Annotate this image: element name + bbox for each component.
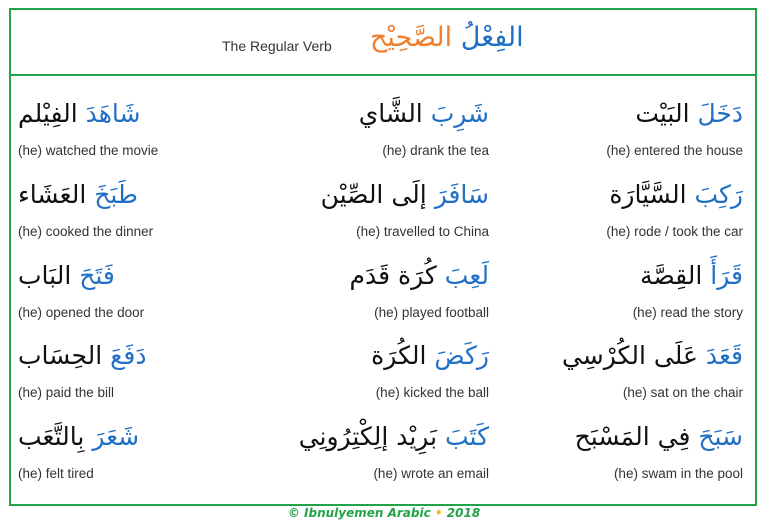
arabic-verb: شَعَرَ bbox=[92, 422, 140, 451]
verb-card bbox=[507, 411, 747, 491]
arabic-verb: شَرِبَ bbox=[430, 99, 489, 128]
verb-card bbox=[253, 330, 493, 410]
arabic-verb: كَتَبَ bbox=[445, 422, 489, 451]
arabic-object: البَاب bbox=[18, 261, 72, 290]
english-translation: (he) wrote an email bbox=[373, 466, 489, 481]
verb-card bbox=[0, 250, 240, 330]
arabic-phrase bbox=[359, 98, 489, 130]
arabic-phrase bbox=[350, 260, 489, 292]
english-translation: (he) drank the tea bbox=[382, 143, 489, 158]
title-english: The Regular Verb bbox=[222, 38, 332, 54]
english-translation: (he) sat on the chair bbox=[622, 385, 743, 400]
arabic-object: إلَى الصِّيْن bbox=[320, 180, 427, 209]
arabic-verb: لَعِبَ bbox=[444, 261, 489, 290]
arabic-verb: سَافَرَ bbox=[434, 180, 489, 209]
english-translation: (he) cooked the dinner bbox=[18, 224, 154, 239]
verb-card bbox=[507, 88, 747, 168]
brand-name: Ibnulyemen Arabic bbox=[304, 506, 431, 520]
arabic-verb: دَفَعَ bbox=[110, 341, 147, 370]
separator-dot: • bbox=[434, 506, 443, 520]
arabic-object: الشَّاي bbox=[358, 99, 423, 128]
arabic-object: الفِيْلم bbox=[18, 99, 78, 128]
verb-card bbox=[253, 411, 493, 491]
arabic-phrase bbox=[18, 179, 138, 211]
verb-card bbox=[507, 330, 747, 410]
title-arabic bbox=[370, 22, 524, 53]
arabic-phrase bbox=[575, 421, 743, 453]
arabic-verb: فَتَحَ bbox=[79, 261, 115, 290]
verb-card bbox=[0, 169, 240, 249]
verb-card bbox=[253, 250, 493, 330]
arabic-phrase bbox=[18, 98, 141, 130]
arabic-object: الكُرَة bbox=[371, 341, 427, 370]
english-translation: (he) opened the door bbox=[18, 305, 145, 320]
english-translation: (he) rode / took the car bbox=[606, 224, 743, 239]
arabic-verb: قَرَأَ bbox=[710, 261, 743, 290]
arabic-object: كُرَة قَدَم bbox=[349, 261, 437, 290]
arabic-verb: رَكَضَ bbox=[434, 341, 489, 370]
arabic-phrase bbox=[18, 260, 115, 292]
english-translation: (he) entered the house bbox=[606, 143, 743, 158]
arabic-phrase bbox=[635, 98, 743, 130]
verb-card bbox=[507, 250, 747, 330]
arabic-object: عَلَى الكُرْسِي bbox=[561, 341, 698, 370]
arabic-object: بَرِيْد إلِكْتِرُونِي bbox=[298, 422, 438, 451]
verb-card bbox=[253, 169, 493, 249]
arabic-verb: دَخَلَ bbox=[697, 99, 743, 128]
arabic-verb: سَبَحَ bbox=[698, 422, 743, 451]
english-translation: (he) played football bbox=[374, 305, 489, 320]
arabic-object: السَّيَّارَة bbox=[609, 180, 687, 209]
arabic-phrase bbox=[609, 179, 743, 211]
arabic-phrase bbox=[562, 340, 743, 372]
arabic-phrase bbox=[371, 340, 489, 372]
arabic-verb: قَعَدَ bbox=[705, 341, 743, 370]
verb-card bbox=[253, 88, 493, 168]
arabic-phrase bbox=[18, 340, 147, 372]
arabic-object: القِصَّة bbox=[640, 261, 703, 290]
arabic-object: بِالتَّعَب bbox=[18, 422, 85, 451]
english-translation: (he) swam in the pool bbox=[613, 466, 743, 481]
arabic-phrase bbox=[299, 421, 489, 453]
english-translation: (he) kicked the ball bbox=[375, 385, 489, 400]
title-arabic-word-2: الصَّحِيْح bbox=[370, 22, 453, 53]
arabic-verb: شَاهَدَ bbox=[85, 99, 141, 128]
arabic-phrase bbox=[640, 260, 743, 292]
title-arabic-word-1: الفِعْلُ bbox=[460, 22, 524, 53]
arabic-verb: رَكِبَ bbox=[694, 180, 743, 209]
english-translation: (he) felt tired bbox=[18, 466, 94, 481]
arabic-verb: طَبَخَ bbox=[94, 180, 138, 209]
english-translation: (he) watched the movie bbox=[18, 143, 159, 158]
arabic-object: فِي المَسْبَح bbox=[574, 422, 691, 451]
english-translation: (he) read the story bbox=[632, 305, 743, 320]
english-translation: (he) paid the bill bbox=[18, 385, 115, 400]
copyright-year: 2018 bbox=[446, 506, 481, 520]
verb-card bbox=[0, 88, 240, 168]
arabic-object: البَيْت bbox=[635, 99, 690, 128]
arabic-object: الحِسَاب bbox=[18, 341, 103, 370]
verb-card bbox=[0, 330, 240, 410]
arabic-object: العَشَاء bbox=[18, 180, 87, 209]
verb-card bbox=[0, 411, 240, 491]
arabic-phrase bbox=[18, 421, 139, 453]
copyright-icon: © bbox=[287, 506, 300, 520]
english-translation: (he) travelled to China bbox=[356, 224, 489, 239]
verb-card bbox=[507, 169, 747, 249]
arabic-phrase bbox=[321, 179, 489, 211]
copyright-footer bbox=[0, 506, 768, 520]
